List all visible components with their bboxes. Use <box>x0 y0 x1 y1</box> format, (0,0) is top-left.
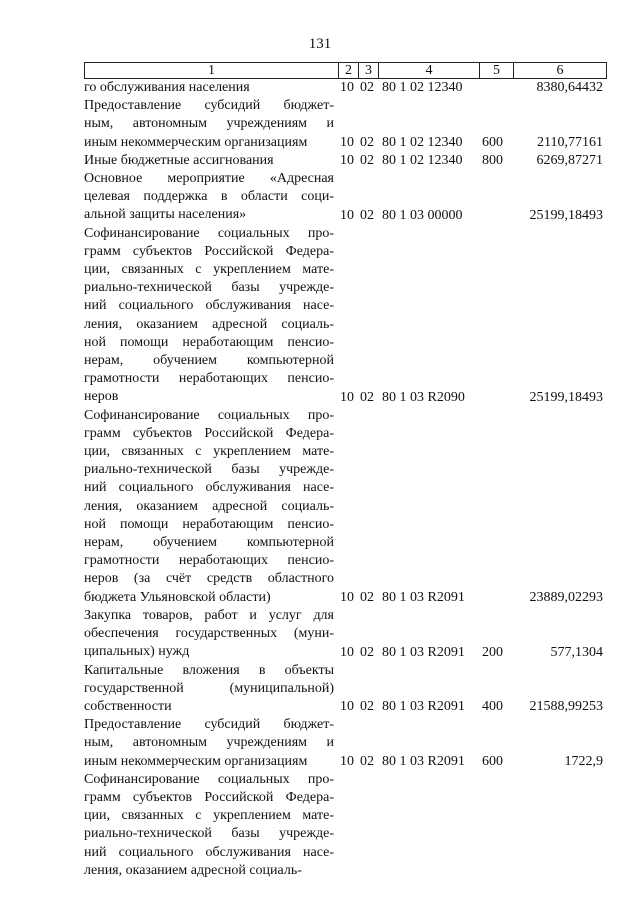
target-article-code: 80 1 03 00000 <box>382 207 463 223</box>
row-codes <box>84 644 605 662</box>
column-header-5: 5 <box>480 63 514 79</box>
section-code: 10 <box>340 80 354 96</box>
row-codes <box>84 753 605 771</box>
target-article-code: 80 1 03 R2091 <box>382 589 465 605</box>
subsection-code: 02 <box>360 699 374 715</box>
section-code: 10 <box>340 589 354 605</box>
section-code: 10 <box>340 153 354 169</box>
row-codes <box>84 79 605 97</box>
subsection-code: 02 <box>360 80 374 96</box>
table-row <box>84 771 605 880</box>
column-header-1: 1 <box>85 63 339 79</box>
subsection-code: 02 <box>360 753 374 769</box>
expense-type-code: 600 <box>482 134 503 150</box>
section-code: 10 <box>340 699 354 715</box>
description-line: грамм субъектов Российской Федера- <box>84 425 334 441</box>
amount: 23889,02293 <box>529 589 603 605</box>
target-article-code: 80 1 02 12340 <box>382 80 463 96</box>
amount: 25199,18493 <box>529 207 603 223</box>
description-line: неров <box>84 389 119 405</box>
row-codes <box>84 862 605 880</box>
description-line: го обслуживания населения <box>84 80 250 95</box>
description-line: ний социального обслуживания насе- <box>84 844 334 860</box>
description-line: ной помощи неработающим пенсио- <box>84 334 334 350</box>
section-code: 10 <box>340 207 354 223</box>
amount: 2110,77161 <box>537 134 603 150</box>
amount: 8380,64432 <box>536 80 603 96</box>
description-line: альной защиты населения» <box>84 207 247 223</box>
table-row <box>84 152 605 170</box>
row-codes <box>84 589 605 607</box>
table-row <box>84 79 605 97</box>
description-line: Иные бюджетные ассигнования <box>84 152 274 168</box>
table-row <box>84 225 605 407</box>
target-article-code: 80 1 03 R2090 <box>382 389 465 405</box>
description-line: ной помощи неработающим пенсио- <box>84 516 334 532</box>
expense-type-code: 800 <box>482 153 503 169</box>
row-codes <box>84 207 605 225</box>
description-line: Софинансирование социальных про- <box>84 771 334 787</box>
description-line: ления, оказанием адресной социаль- <box>84 316 334 332</box>
section-code: 10 <box>340 134 354 150</box>
description-line: иным некоммерческим организациям <box>84 134 308 150</box>
section-code: 10 <box>340 389 354 405</box>
subsection-code: 02 <box>360 134 374 150</box>
target-article-code: 80 1 03 R2091 <box>382 644 465 660</box>
expense-type-code: 200 <box>482 644 503 660</box>
amount: 6269,87271 <box>536 153 603 169</box>
description-line: ным, автономным учреждениям и <box>84 116 334 132</box>
description-line: грамотности неработающих пенсио- <box>84 371 334 387</box>
column-header-2: 2 <box>339 63 359 79</box>
description-line: целевая поддержка в области соци- <box>84 189 334 205</box>
row-codes <box>84 389 605 407</box>
table-row <box>84 662 605 717</box>
row-codes <box>84 698 605 716</box>
description-line: ным, автономным учреждениям и <box>84 735 334 751</box>
section-code: 10 <box>340 753 354 769</box>
description-line: ления, оказанием адресной социаль- <box>84 862 302 878</box>
subsection-code: 02 <box>360 389 374 405</box>
row-codes <box>84 134 605 152</box>
description-line: обеспечения государственных (муни- <box>84 626 334 642</box>
row-codes <box>84 152 605 170</box>
amount: 25199,18493 <box>529 389 603 405</box>
description-line: нерам, обучением компьютерной <box>84 353 334 369</box>
target-article-code: 80 1 02 12340 <box>382 134 463 150</box>
table-row <box>84 716 605 771</box>
subsection-code: 02 <box>360 644 374 660</box>
description-line: Софинансирование социальных про- <box>84 225 334 241</box>
description-line: бюджета Ульяновской области) <box>84 589 271 605</box>
section-code: 10 <box>340 644 354 660</box>
description-line: риально-технической базы учрежде- <box>84 462 334 478</box>
description-line: ления, оказанием адресной социаль- <box>84 498 334 514</box>
description-line: грамм субъектов Российской Федера- <box>84 243 334 259</box>
description-line: ний социального обслуживания насе- <box>84 298 334 314</box>
description-line: Предоставление субсидий бюджет- <box>84 98 334 114</box>
target-article-code: 80 1 02 12340 <box>382 153 463 169</box>
subsection-code: 02 <box>360 589 374 605</box>
column-header-6: 6 <box>514 63 607 79</box>
row-description <box>84 225 334 407</box>
description-line: грамотности неработающих пенсио- <box>84 553 334 569</box>
page-number: 131 <box>308 36 332 52</box>
description-line: собственности <box>84 698 172 714</box>
amount: 577,1304 <box>550 644 603 660</box>
description-line: ции, связанных с укреплением мате- <box>84 444 334 460</box>
target-article-code: 80 1 03 R2091 <box>382 753 465 769</box>
column-header-table <box>84 62 607 79</box>
table-row <box>84 97 605 152</box>
description-line: Предоставление субсидий бюджет- <box>84 717 334 733</box>
expense-type-code: 400 <box>482 699 503 715</box>
description-line: риально-технической базы учрежде- <box>84 826 334 842</box>
description-line: неров (за счёт средств областного <box>84 571 334 587</box>
description-line: риально-технической базы учрежде- <box>84 280 334 296</box>
column-header-4: 4 <box>379 63 480 79</box>
column-header-row <box>85 63 607 79</box>
amount: 21588,99253 <box>529 699 603 715</box>
description-line: Основное мероприятие «Адресная <box>84 171 334 187</box>
description-line: нерам, обучением компьютерной <box>84 535 334 551</box>
description-line: государственной (муниципальной) <box>84 680 334 696</box>
subsection-code: 02 <box>360 207 374 223</box>
row-description <box>84 407 334 607</box>
amount: 1722,9 <box>564 753 603 769</box>
description-line: Закупка товаров, работ и услуг для <box>84 607 334 623</box>
description-line: ции, связанных с укреплением мате- <box>84 808 334 824</box>
description-line: Капитальные вложения в объекты <box>84 662 334 678</box>
target-article-code: 80 1 03 R2091 <box>382 699 465 715</box>
description-line: грамм субъектов Российской Федера- <box>84 789 334 805</box>
description-line: иным некоммерческим организациям <box>84 753 308 769</box>
description-line: ции, связанных с укреплением мате- <box>84 262 334 278</box>
column-header-3: 3 <box>359 63 379 79</box>
table-row <box>84 170 605 225</box>
description-line: Софинансирование социальных про- <box>84 407 334 423</box>
subsection-code: 02 <box>360 153 374 169</box>
budget-table-body <box>84 79 605 880</box>
description-line: ципальных) нужд <box>84 644 190 660</box>
description-line: ний социального обслуживания насе- <box>84 480 334 496</box>
expense-type-code: 600 <box>482 753 503 769</box>
table-row <box>84 407 605 607</box>
table-row <box>84 607 605 662</box>
